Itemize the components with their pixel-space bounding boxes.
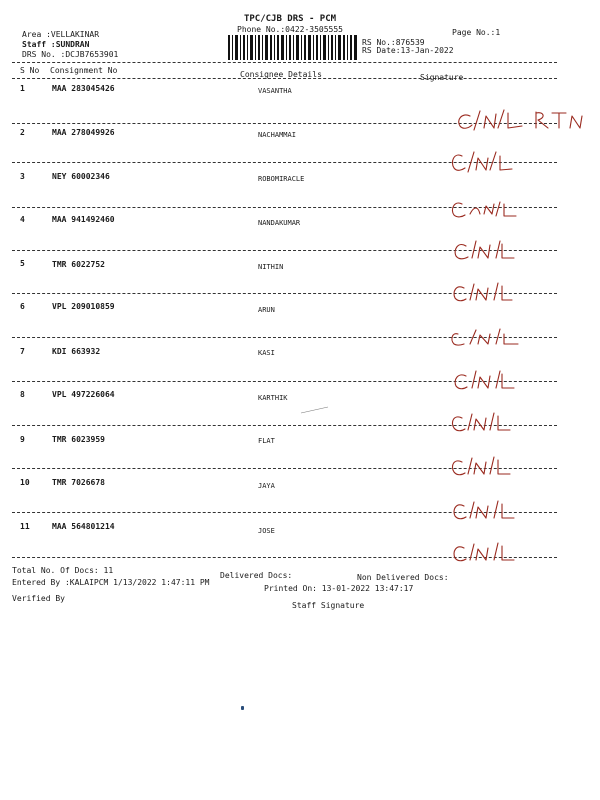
row-consignment: KDI 663932 bbox=[52, 347, 101, 356]
row-sno: 10 bbox=[20, 478, 30, 487]
row-sno: 8 bbox=[20, 390, 25, 399]
row-sno: 4 bbox=[20, 215, 25, 224]
header-divider-bottom bbox=[12, 78, 557, 79]
signature-row-7 bbox=[448, 368, 568, 394]
area-label: Area :VELLAKINAR bbox=[22, 30, 100, 39]
column-signature: Signature bbox=[420, 73, 464, 82]
row-consignee: JAYA bbox=[258, 482, 275, 490]
row-sno: 6 bbox=[20, 302, 25, 311]
row-consignment: TMR 6022752 bbox=[52, 260, 105, 269]
signature-row-1 bbox=[452, 108, 587, 134]
row-consignment: VPL 209010859 bbox=[52, 302, 115, 311]
phone-number: Phone No.:0422-3505555 bbox=[237, 25, 343, 34]
staff-label: Staff :SUNDRAN bbox=[22, 40, 90, 49]
delivered-docs: Delivered Docs: bbox=[220, 571, 293, 580]
barcode bbox=[228, 35, 358, 60]
row-consignee: NACHAMMAI bbox=[258, 131, 296, 139]
row-sno: 3 bbox=[20, 172, 25, 181]
row-consignee: NANDAKUMAR bbox=[258, 219, 301, 227]
column-consignment: Consignment No bbox=[50, 66, 118, 75]
non-delivered-docs: Non Delivered Docs: bbox=[357, 573, 449, 582]
rs-number: RS No.:876539 bbox=[362, 38, 425, 47]
row-consignment: TMR 7026678 bbox=[52, 478, 105, 487]
row-consignment: VPL 497226064 bbox=[52, 390, 115, 399]
signature-row-8 bbox=[448, 410, 568, 436]
verified-by: Verified By bbox=[12, 594, 65, 603]
column-consignee: Consignee Details bbox=[240, 70, 322, 79]
staff-signature-label: Staff Signature bbox=[292, 601, 365, 610]
header-divider-top bbox=[12, 62, 557, 63]
stray-pen-mark bbox=[300, 405, 330, 415]
row-consignee: ROBOMIRACLE bbox=[258, 175, 305, 183]
row-consignee: KASI bbox=[258, 349, 275, 357]
row-consignment: NEY 60002346 bbox=[52, 172, 110, 181]
printed-on: Printed On: 13-01-2022 13:47:17 bbox=[264, 584, 414, 593]
page-number: Page No.:1 bbox=[452, 28, 501, 37]
signature-row-5 bbox=[448, 280, 568, 306]
rs-date: RS Date:13-Jan-2022 bbox=[362, 46, 454, 55]
signature-row-6 bbox=[448, 324, 568, 350]
drs-number: DRS No. :DCJB7653901 bbox=[22, 50, 119, 59]
row-sno: 2 bbox=[20, 128, 25, 137]
signature-row-2 bbox=[448, 150, 568, 176]
document-title: TPC/CJB DRS - PCM bbox=[243, 14, 337, 24]
row-sno: 7 bbox=[20, 347, 25, 356]
signature-row-9 bbox=[448, 454, 568, 480]
total-docs: Total No. Of Docs: 11 bbox=[12, 566, 114, 575]
row-sno: 9 bbox=[20, 435, 25, 444]
row-sno: 5 bbox=[20, 259, 25, 268]
row-consignee: VASANTHA bbox=[258, 87, 292, 95]
signature-row-4 bbox=[448, 238, 568, 264]
row-consignee: NITHIN bbox=[258, 263, 284, 271]
pen-mark-dot bbox=[241, 706, 244, 710]
row-sno: 11 bbox=[20, 522, 30, 531]
column-sno: S No bbox=[20, 66, 40, 75]
entered-by: Entered By :KALAIPCM 1/13/2022 1:47:11 PM bbox=[12, 578, 210, 587]
signature-row-11 bbox=[448, 540, 568, 566]
row-consignee: JOSE bbox=[258, 527, 275, 535]
row-consignment: MAA 564801214 bbox=[52, 522, 115, 531]
row-consignee: KARTHIK bbox=[258, 394, 288, 402]
row-sno: 1 bbox=[20, 84, 25, 93]
row-consignment: MAA 278049926 bbox=[52, 128, 115, 137]
row-consignee: ARUN bbox=[258, 306, 275, 314]
row-consignment: MAA 283045426 bbox=[52, 84, 115, 93]
signature-row-10 bbox=[448, 498, 568, 524]
row-consignment: TMR 6023959 bbox=[52, 435, 105, 444]
row-consignment: MAA 941492460 bbox=[52, 215, 115, 224]
signature-row-3 bbox=[448, 196, 568, 222]
row-consignee: FLAT bbox=[258, 437, 275, 445]
